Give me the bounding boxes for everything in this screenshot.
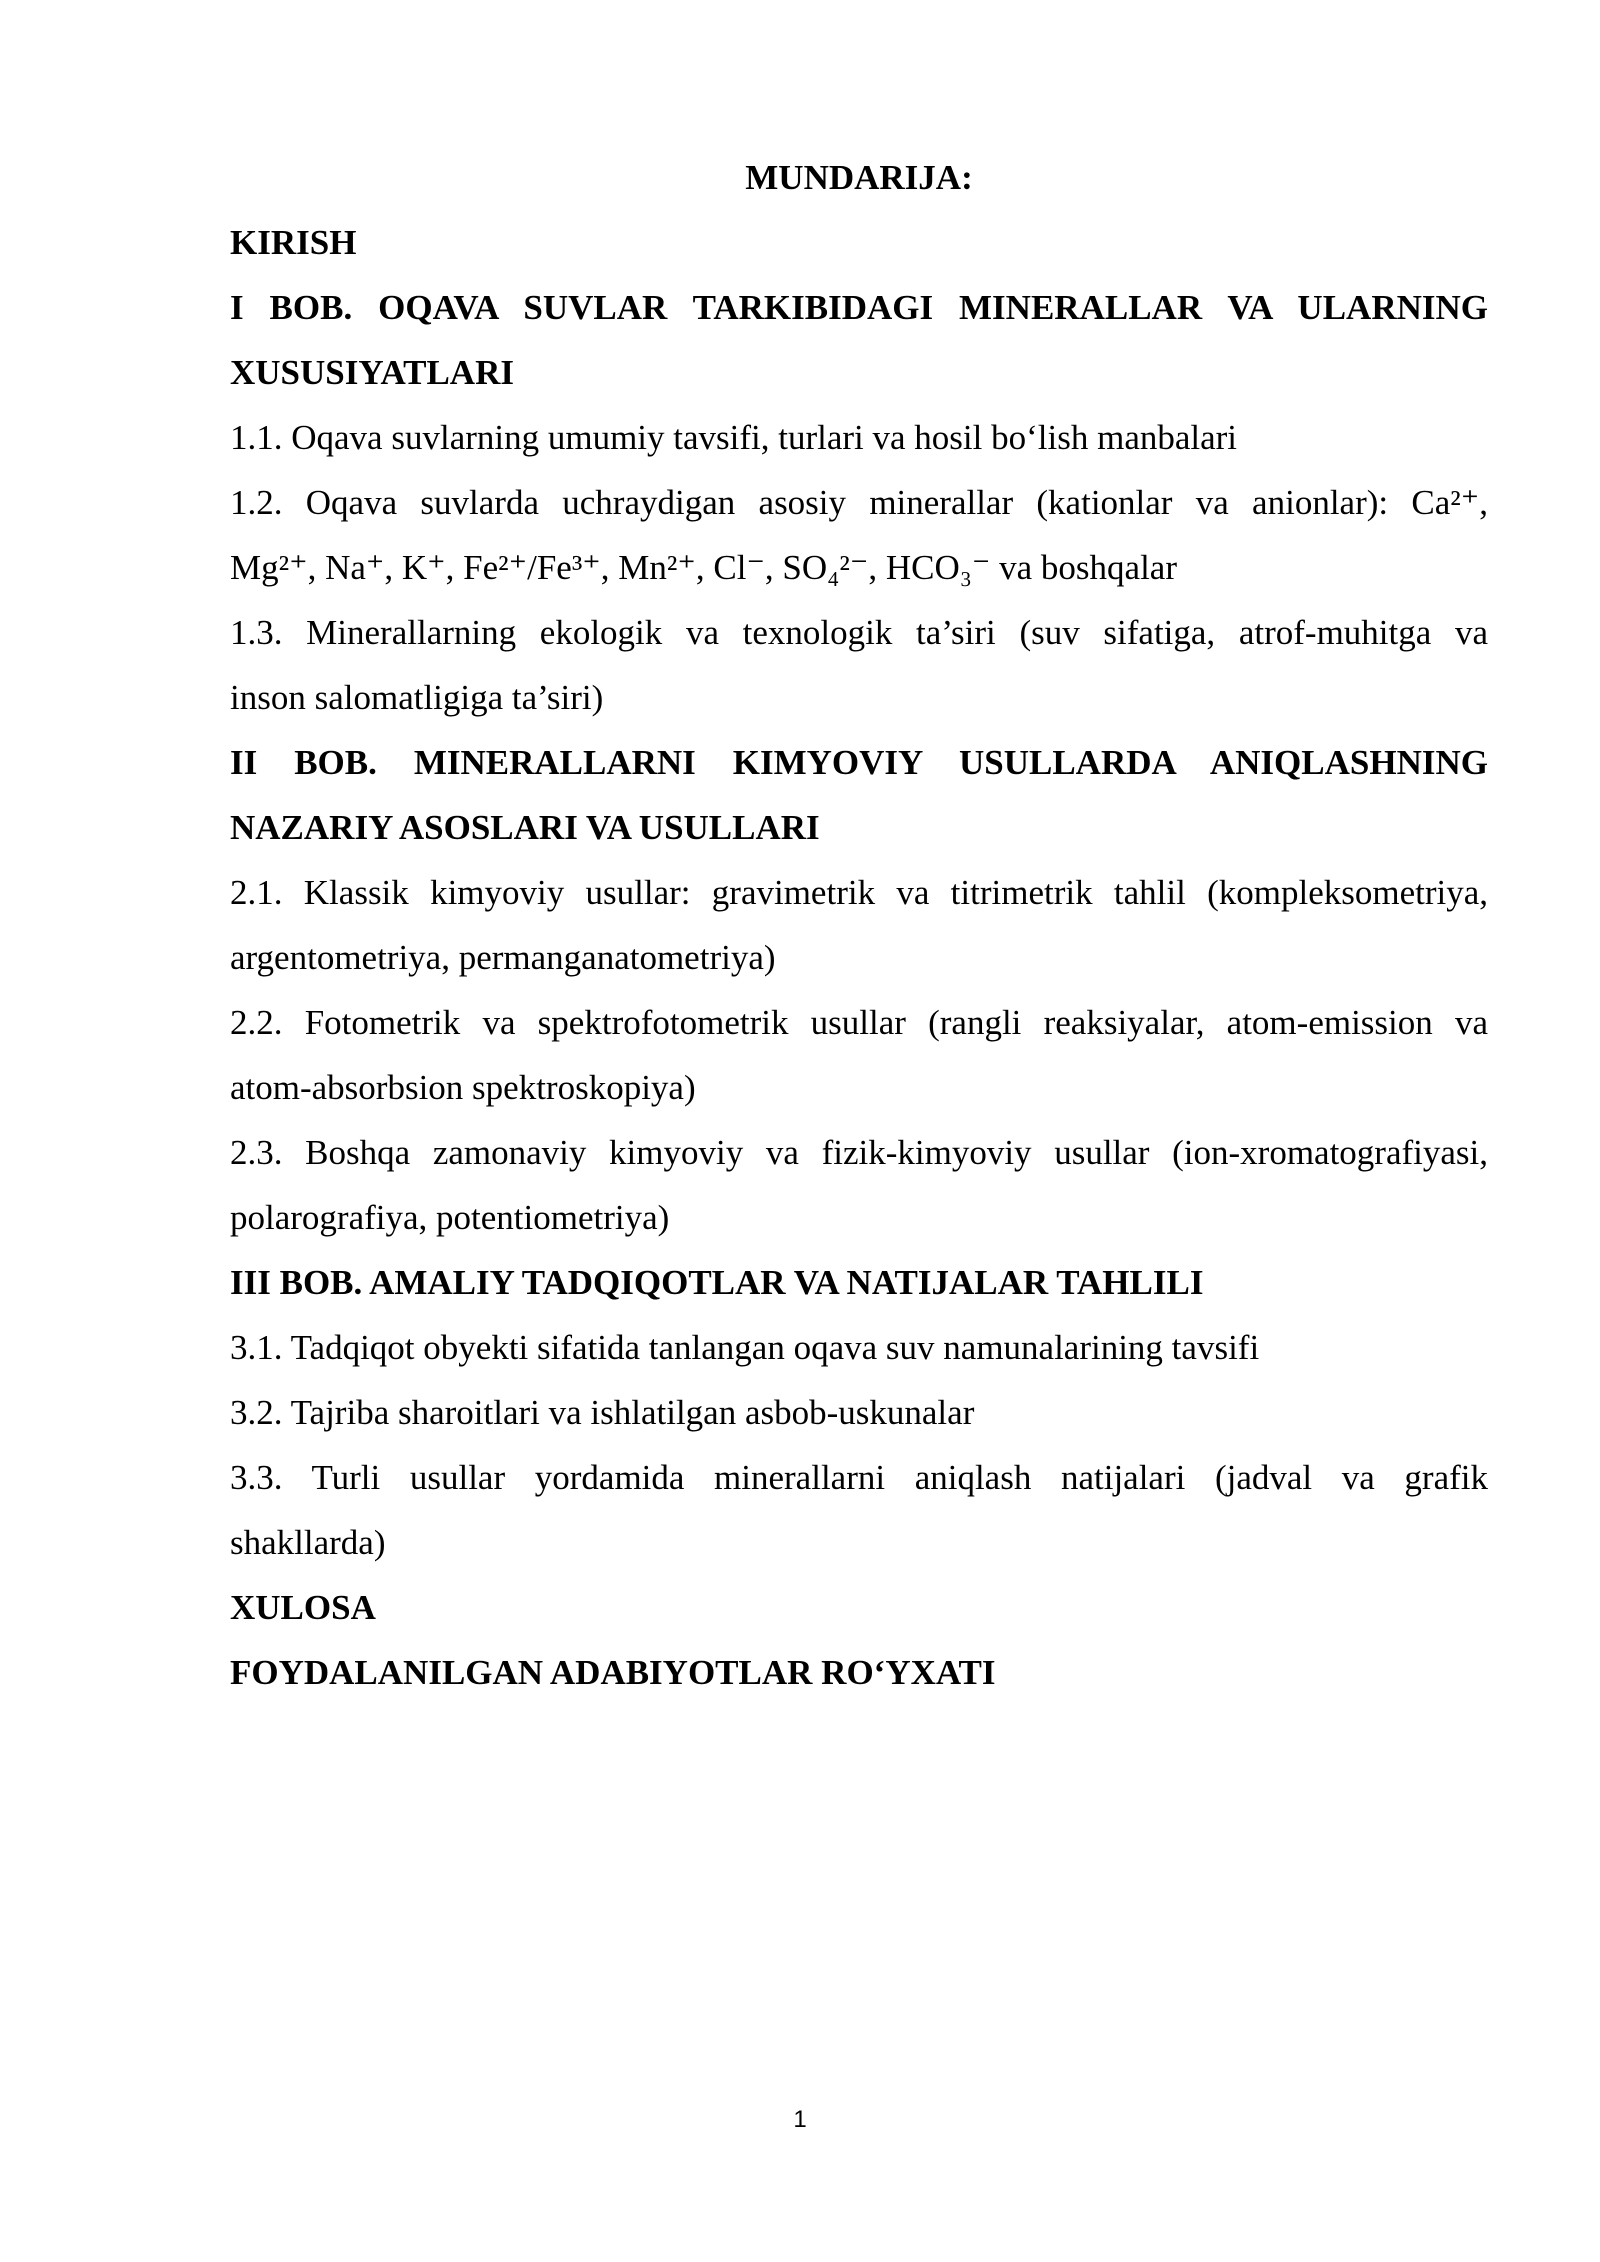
toc-section-2-2: 2.2. Fotometrik va spektrofotometrik usullar (rangli reaksiyalar, atom-emission va (230, 1003, 1488, 1042)
toc-chapter-2-heading-continued: NAZARIY ASOSLARI VA USULLARI (230, 808, 820, 847)
toc-section-1-3-continued: inson salomatligiga ta’siri) (230, 678, 604, 717)
toc-entry-introduction: KIRISH (230, 223, 357, 262)
toc-section-1-3: 1.3. Minerallarning ekologik va texnologik ta’siri (suv sifatiga, atrof-muhitga va (230, 613, 1488, 652)
toc-section-3-3-continued: shakllarda) (230, 1523, 386, 1562)
page-number: 1 (793, 2106, 807, 2133)
toc-section-3-2: 3.2. Tajriba sharoitlari va ishlatilgan asbob-uskunalar (230, 1393, 975, 1432)
toc-section-2-3-continued: polarografiya, potentiometriya) (230, 1198, 670, 1237)
toc-section-1-2: 1.2. Oqava suvlarda uchraydigan asosiy minerallar (kationlar va anionlar): Ca²⁺, (230, 483, 1488, 522)
toc-section-3-3: 3.3. Turli usullar yordamida minerallarni aniqlash natijalari (jadval va grafik (230, 1458, 1488, 1497)
toc-section-1-2-continued: Mg²⁺, Na⁺, K⁺, Fe²⁺/Fe³⁺, Mn²⁺, Cl⁻, SO₄²⁻, HCO₃⁻ va boshqalar (230, 548, 1177, 587)
toc-section-1-1: 1.1. Oqava suvlarning umumiy tavsifi, turlari va hosil bo‘lish manbalari (230, 418, 1238, 457)
toc-section-2-3: 2.3. Boshqa zamonaviy kimyoviy va fizik-kimyoviy usullar (ion-xromatografiyasi, (230, 1133, 1488, 1172)
toc-section-2-1: 2.1. Klassik kimyoviy usullar: gravimetrik va titrimetrik tahlil (kompleksometriya, (230, 873, 1488, 912)
toc-entry-conclusion: XULOSA (230, 1588, 376, 1627)
toc-title: MUNDARIJA: (745, 158, 973, 197)
toc-entry-references: FOYDALANILGAN ADABIYOTLAR RO‘YXATI (230, 1653, 996, 1692)
toc-chapter-1-heading: I BOB. OQAVA SUVLAR TARKIBIDAGI MINERALLAR VA ULARNING (230, 288, 1488, 327)
toc-section-2-1-continued: argentometriya, permanganatometriya) (230, 938, 776, 977)
toc-section-2-2-continued: atom-absorbsion spektroskopiya) (230, 1068, 696, 1107)
toc-section-3-1: 3.1. Tadqiqot obyekti sifatida tanlangan oqava suv namunalarining tavsifi (230, 1328, 1260, 1367)
toc-chapter-1-heading-continued: XUSUSIYATLARI (230, 353, 514, 392)
table-of-contents (230, 145, 1488, 1705)
toc-chapter-3-heading: III BOB. AMALIY TADQIQOTLAR VA NATIJALAR TAHLILI (230, 1263, 1204, 1302)
toc-chapter-2-heading: II BOB. MINERALLARNI KIMYOVIY USULLARDA ANIQLASHNING (230, 743, 1488, 782)
